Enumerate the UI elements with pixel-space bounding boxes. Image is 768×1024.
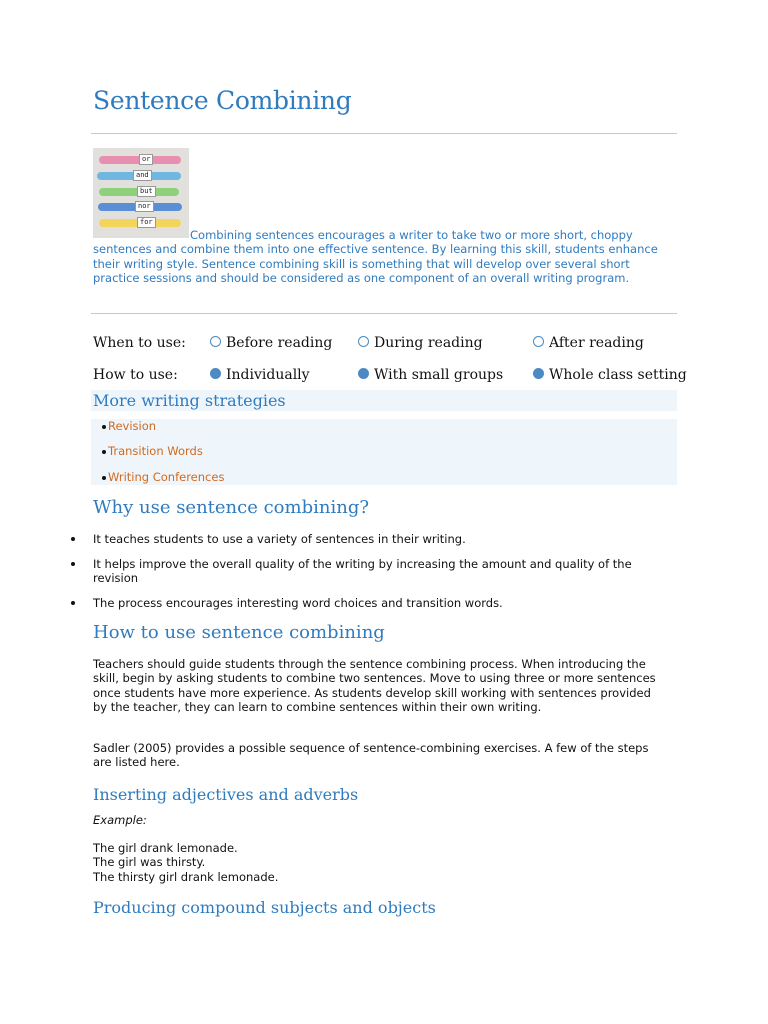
- how-to-use-row: [93, 365, 687, 385]
- list-item: The process encourages interesting word choices and transition words.: [93, 596, 678, 610]
- bullet-icon: [102, 450, 106, 454]
- link-writing-conferences[interactable]: Writing Conferences: [108, 470, 224, 484]
- link-revision[interactable]: Revision: [108, 419, 156, 433]
- link-transition-words[interactable]: Transition Words: [108, 444, 203, 458]
- bullet-icon: [71, 562, 75, 566]
- intro-paragraph: Combining sentences encourages a writer to take two or more short, choppy sentences and combine them into one effective sentence. By learning this skill, students enhance their writing style. Sentence combining skill is something that will develop over several short practice sessions and should be considered as one component of an overall writing program.: [93, 228, 658, 285]
- image-word-card: but: [137, 186, 156, 197]
- more-strategies-header: [91, 390, 677, 411]
- image-word-card: nor: [135, 201, 154, 212]
- when-to-use-row: [93, 333, 683, 353]
- bullet-icon: [102, 425, 106, 429]
- radio-filled-icon: [210, 368, 221, 379]
- example-line: The girl drank lemonade.: [93, 841, 238, 855]
- radio-empty-icon: [533, 336, 544, 347]
- title-divider: [91, 133, 677, 134]
- how-to-use-label: How to use:: [93, 367, 178, 383]
- bullet-icon: [71, 601, 75, 605]
- how-paragraph-2: Sadler (2005) provides a possible sequence of sentence-combining exercises. A few of the steps are listed here.: [93, 741, 649, 770]
- paperclip-words-image: [93, 148, 189, 238]
- image-word-card: for: [137, 217, 156, 228]
- more-strategies-heading: More writing strategies: [93, 391, 286, 410]
- compound-heading: Producing compound subjects and objects: [93, 898, 436, 917]
- inserting-heading: Inserting adjectives and adverbs: [93, 785, 359, 804]
- example-line: The thirsty girl drank lemonade.: [93, 870, 279, 884]
- list-item: It teaches students to use a variety of sentences in their writing.: [93, 532, 678, 546]
- how-whole-class[interactable]: Whole class setting: [533, 365, 687, 385]
- radio-filled-icon: [533, 368, 544, 379]
- example-line: The girl was thirsty.: [93, 855, 206, 869]
- bullet-icon: [102, 476, 106, 480]
- bullet-icon: [71, 537, 75, 541]
- list-item: It helps improve the overall quality of the writing by increasing the amount and quality of the revision: [93, 557, 678, 586]
- strategy-links-list: [91, 419, 677, 485]
- radio-filled-icon: [358, 368, 369, 379]
- page-title: Sentence Combining: [93, 86, 352, 115]
- when-during-reading[interactable]: During reading: [358, 333, 483, 353]
- how-individually[interactable]: Individually: [210, 365, 310, 385]
- when-before-reading[interactable]: Before reading: [210, 333, 332, 353]
- why-heading: Why use sentence combining?: [93, 497, 369, 518]
- image-word-card: and: [133, 170, 152, 181]
- radio-empty-icon: [358, 336, 369, 347]
- when-to-use-label: When to use:: [93, 335, 186, 351]
- intro-divider: [91, 313, 677, 314]
- how-small-groups[interactable]: With small groups: [358, 365, 503, 385]
- image-word-card: or: [139, 154, 153, 165]
- how-paragraph-1: Teachers should guide students through the sentence combining process. When introducing the skill, begin by asking students to combine two sentences. Move to using three or more sentences once students have more experience. As students develop skill working with sentences provided by the teacher, they can learn to combine sentences within their own writing.: [93, 657, 656, 714]
- example-label: Example:: [93, 813, 147, 827]
- how-heading: How to use sentence combining: [93, 622, 385, 643]
- radio-empty-icon: [210, 336, 221, 347]
- when-after-reading[interactable]: After reading: [533, 333, 644, 353]
